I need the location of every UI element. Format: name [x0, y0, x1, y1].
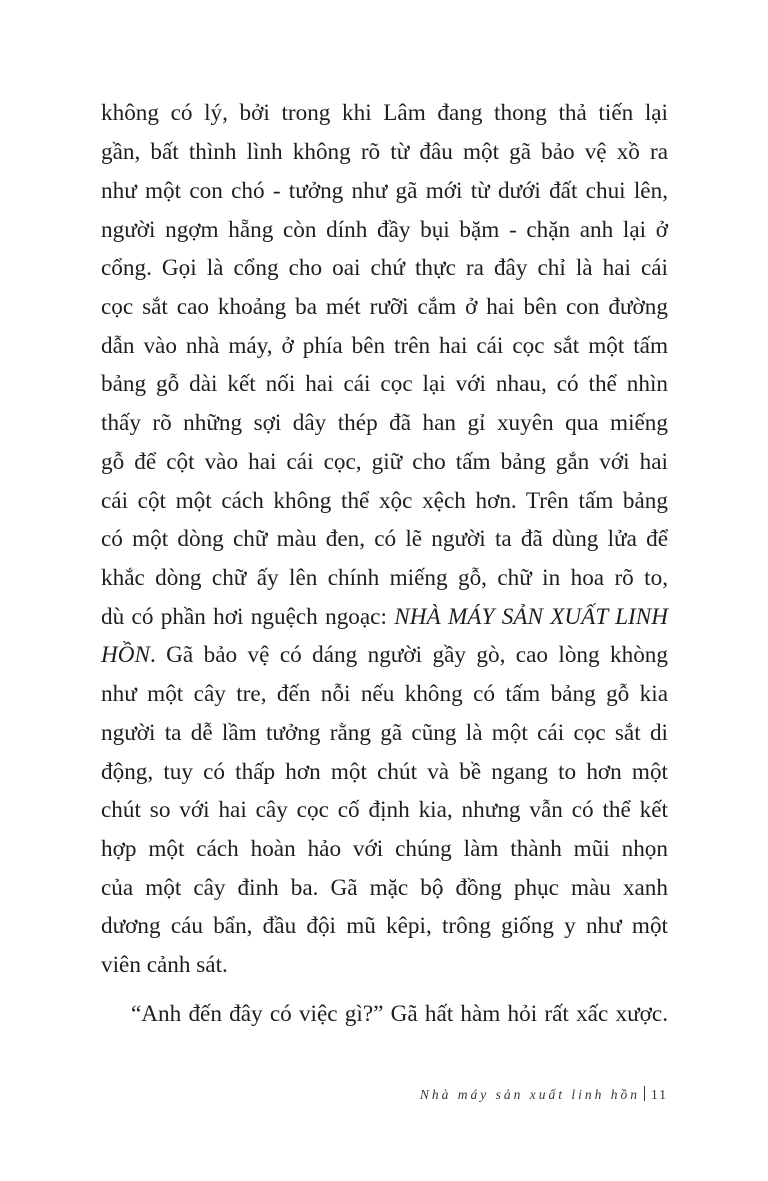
footer-divider [644, 1086, 645, 1101]
paragraph-line: bảng gỗ dài kết nối hai cái cọc lại với nhau, có thể nhìn [101, 371, 668, 397]
paragraph-line: như một cây tre, đến nỗi nếu không có tấm bảng gỗ kia [101, 681, 668, 707]
sign-text-italic: NHÀ MÁY SẢN XUẤT LINH [394, 604, 668, 630]
book-title: Nhà máy sản xuất linh hồn [419, 1087, 640, 1102]
page-number: 11 [651, 1087, 668, 1102]
paragraph-line [101, 636, 668, 674]
paragraph-line: động, tuy có thấp hơn một chút và bề ngang to hơn một [101, 759, 668, 785]
paragraph-line: như một con chó - tưởng như gã mới từ dưới đất chui lên, [101, 178, 668, 204]
paragraph-line: cái cột một cách không thể xộc xệch hơn. Trên tấm bảng [101, 488, 668, 514]
paragraph-line: gần, bất thình lình không rõ từ đâu một gã bảo vệ xồ ra [101, 139, 668, 165]
paragraph-line: chút so với hai cây cọc cố định kia, nhưng vẫn có thể kết [101, 797, 668, 823]
sign-text-italic: HỒN [101, 642, 150, 668]
paragraph-line: gỗ để cột vào hai cái cọc, giữ cho tấm bảng gắn với hai [101, 449, 668, 475]
paragraph-line: thấy rõ những sợi dây thép đã han gỉ xuyên qua miếng [101, 410, 668, 436]
running-footer [300, 1084, 668, 1106]
paragraph-line: cổng. Gọi là cổng cho oai chứ thực ra đây chỉ là hai cái [101, 255, 668, 281]
paragraph-line: người ta dễ lầm tưởng rằng gã cũng là một cái cọc sắt di [101, 720, 668, 746]
paragraph-line: có một dòng chữ màu đen, có lẽ người ta đã dùng lửa để [101, 526, 668, 552]
paragraph-line: cọc sắt cao khoảng ba mét rưỡi cắm ở hai bên con đường [101, 294, 668, 320]
paragraph-line: dẫn vào nhà máy, ở phía bên trên hai cái cọc sắt một tấm [101, 333, 668, 359]
paragraph-line: người ngợm hẵng còn dính đầy bụi bặm - chặn anh lại ở [101, 217, 668, 243]
line-text: . Gã bảo vệ có dáng người gầy gò, cao lòng khòng [149, 642, 668, 668]
paragraph-line: dương cáu bẩn, đầu đội mũ kêpi, trông giống y như một [101, 913, 668, 939]
paragraph-line: khắc dòng chữ ấy lên chính miếng gỗ, chữ in hoa rõ to, [101, 565, 668, 591]
paragraph-line: viên cảnh sát. [101, 952, 228, 978]
paragraph-line: hợp một cách hoàn hảo với chúng làm thành mũi nhọn [101, 836, 668, 862]
paragraph-line: không có lý, bởi trong khi Lâm đang thong thả tiến lại [101, 100, 668, 126]
paragraph-line: của một cây đinh ba. Gã mặc bộ đồng phục màu xanh [101, 875, 668, 901]
dialogue-line: “Anh đến đây có việc gì?” Gã hất hàm hỏi rất xấc xược. [131, 1001, 668, 1027]
line-text: dù có phần hơi nguệch ngoạc: [101, 604, 395, 630]
paragraph-line [101, 598, 668, 636]
